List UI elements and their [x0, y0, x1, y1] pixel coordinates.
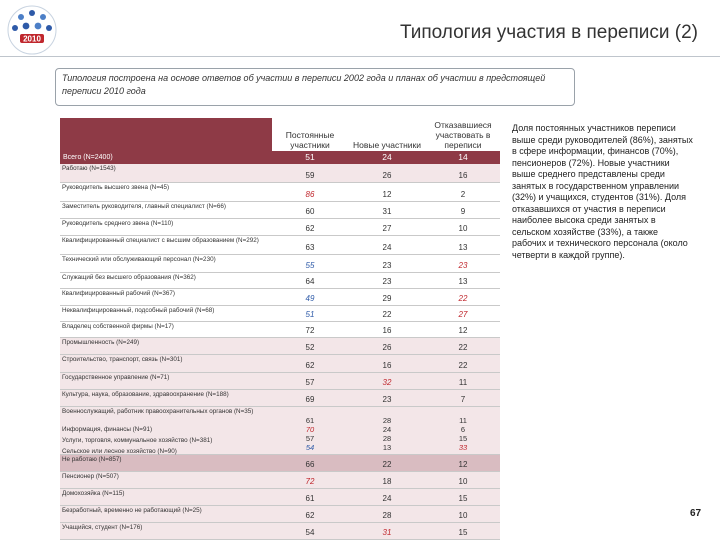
- row-label: Владелец собственной фирмы (N=17): [62, 323, 174, 330]
- table-row: [60, 338, 500, 355]
- row-value: 70: [305, 425, 315, 434]
- stacked-rows: [60, 407, 500, 455]
- row-value: 57: [305, 378, 315, 387]
- table-row: [60, 472, 500, 489]
- table-row: [60, 255, 500, 273]
- row-value: 54: [305, 528, 315, 537]
- row-value: 62: [305, 361, 315, 370]
- total-header-cell: [60, 118, 272, 164]
- stacked-column: [426, 416, 500, 452]
- row-value: 23: [382, 277, 392, 286]
- table-row: [60, 322, 500, 338]
- page-number: 67: [690, 508, 702, 519]
- table-row: [60, 390, 500, 407]
- row-value: 26: [382, 343, 392, 352]
- row-label: Работаю (N=1543): [62, 165, 116, 172]
- row-value: 62: [305, 224, 315, 233]
- logo-year: 2010: [23, 34, 41, 44]
- row-label: Квалифицированный рабочий (N=367): [62, 290, 175, 297]
- table-row: [60, 306, 500, 322]
- row-label: Культура, наука, образование, здравоохранение (N=188): [62, 391, 229, 398]
- row-value: 22: [382, 310, 392, 319]
- table-row: [60, 489, 500, 506]
- row-value: 22: [458, 294, 468, 303]
- column-header-refused: [426, 118, 500, 164]
- row-label: Технический или обслуживающий персонал (N=230): [62, 256, 216, 263]
- row-value: 10: [458, 477, 468, 486]
- row-value: 13: [458, 277, 468, 286]
- table-row: [60, 455, 500, 472]
- row-label: Военнослужащий, работник правоохранительных органов (N=35): [62, 408, 254, 415]
- table-row: [60, 236, 500, 255]
- row-value: 59: [305, 171, 315, 180]
- table-row: [60, 523, 500, 540]
- row-value: 27: [382, 224, 392, 233]
- page-title: Типология участия в переписи (2): [399, 22, 698, 43]
- column-total: 24: [348, 151, 426, 164]
- side-commentary: Доля постоянных участников переписи выше среди руководителей (86%), занятых в сфере информации, финансов (70%), пенсионеров (72%). Новые участники выше среднего представлены среди занятых в государственном управлении (32%) и учащихся, студентов (31%). Доля отказавшихся от участия в переписи наиболее высока среди занятых в сельском хозяйстве (33%), а также рабочих и технического персонала (около четверти в каждой группе).: [512, 123, 693, 260]
- table-row: [60, 355, 500, 373]
- row-value: 2: [460, 190, 466, 199]
- row-value: 55: [305, 261, 315, 270]
- row-value: 72: [305, 326, 315, 335]
- row-value: 12: [458, 460, 468, 469]
- row-value: 24: [382, 425, 392, 434]
- row-value: 15: [458, 528, 468, 537]
- row-value: 28: [382, 416, 392, 425]
- row-value: 11: [459, 416, 467, 425]
- row-value: 13: [382, 443, 392, 452]
- table-body: [60, 164, 500, 540]
- row-value: 32: [382, 378, 392, 387]
- row-label: Заместитель руководителя, главный специалист (N=66): [62, 203, 226, 210]
- subtitle-box: Типология построена на основе ответов об участии в переписи 2002 года и планах об участии в предстоящей переписи 2010 года: [55, 68, 575, 106]
- row-value: 29: [382, 294, 392, 303]
- row-label: Безработный, временно не работающий (N=25): [62, 507, 202, 514]
- table-row: [60, 289, 500, 306]
- total-label: Всего (N=2400): [63, 154, 113, 161]
- row-label: Промышленность (N=249): [62, 339, 140, 346]
- row-label: Строительство, транспорт, связь (N=301): [62, 356, 183, 363]
- row-value: 27: [458, 310, 468, 319]
- row-label: Сельское или лесное хозяйство (N=90): [62, 448, 177, 455]
- row-label: Не работаю (N=857): [62, 456, 122, 463]
- row-value: 23: [382, 395, 392, 404]
- row-value: 6: [460, 425, 466, 434]
- row-value: 12: [382, 190, 392, 199]
- row-value: 54: [305, 443, 315, 452]
- row-label: Услуги, торговля, коммунальное хозяйство (N=381): [62, 437, 213, 444]
- row-value: 13: [458, 243, 468, 252]
- table-row: [60, 202, 500, 219]
- row-label: Руководитель высшего звена (N=45): [62, 184, 170, 191]
- table-row: [60, 373, 500, 390]
- row-value: 62: [305, 511, 315, 520]
- row-label: Государственное управление (N=71): [62, 374, 170, 381]
- column-label: Отказавшиеся участвовать в переписи: [434, 120, 492, 150]
- column-header-permanent: [272, 118, 348, 164]
- row-value: 22: [458, 361, 468, 370]
- column-total: 51: [272, 151, 348, 164]
- row-value: 33: [458, 443, 468, 452]
- row-label: Информация, финансы (N=91): [62, 426, 153, 433]
- row-label: Учащийся, студент (N=176): [62, 524, 143, 531]
- row-value: 15: [458, 434, 468, 443]
- table-row: [60, 506, 500, 523]
- row-value: 52: [305, 343, 315, 352]
- column-label: Постоянные участники: [285, 130, 335, 150]
- row-value: 26: [382, 171, 392, 180]
- column-header-new: [348, 118, 426, 164]
- row-value: 28: [382, 434, 392, 443]
- row-label: Квалифицированный специалист с высшим образованием (N=292): [62, 237, 259, 244]
- table-row: [60, 183, 500, 202]
- row-value: 63: [305, 243, 315, 252]
- table-row: [60, 164, 500, 183]
- row-value: 86: [305, 190, 315, 199]
- column-total: 14: [426, 151, 500, 164]
- title-divider: [0, 56, 720, 57]
- row-label: Неквалифицированный, подсобный рабочий (N=68): [62, 307, 215, 314]
- table-row: [60, 219, 500, 236]
- typology-table: [60, 118, 500, 540]
- row-value: 18: [382, 477, 392, 486]
- row-value: 31: [382, 207, 392, 216]
- row-value: 15: [458, 494, 468, 503]
- row-label: Пенсионер (N=507): [62, 473, 119, 480]
- row-value: 61: [305, 416, 315, 425]
- row-value: 28: [382, 511, 392, 520]
- row-value: 23: [382, 261, 392, 270]
- row-value: 31: [382, 528, 392, 537]
- row-value: 16: [458, 171, 468, 180]
- row-value: 51: [305, 310, 315, 319]
- row-value: 24: [382, 243, 392, 252]
- row-value: 12: [458, 326, 468, 335]
- row-value: 72: [305, 477, 315, 486]
- row-value: 22: [458, 343, 468, 352]
- table-row: [60, 273, 500, 289]
- row-value: 7: [460, 395, 466, 404]
- row-label: Руководитель среднего звена (N=110): [62, 220, 174, 227]
- row-value: 10: [458, 224, 468, 233]
- row-value: 24: [382, 494, 392, 503]
- row-label: Служащий без высшего образования (N=362): [62, 274, 196, 281]
- row-value: 64: [305, 277, 315, 286]
- row-value: 66: [305, 460, 315, 469]
- row-value: 69: [305, 395, 315, 404]
- row-value: 16: [382, 361, 392, 370]
- row-value: 16: [382, 326, 392, 335]
- stacked-column: [348, 416, 426, 452]
- table-header: [60, 118, 500, 164]
- row-value: 49: [305, 294, 315, 303]
- stacked-column: [272, 416, 348, 452]
- row-value: 57: [305, 434, 315, 443]
- column-label: Новые участники: [352, 140, 422, 150]
- row-value: 60: [305, 207, 315, 216]
- row-value: 23: [458, 261, 468, 270]
- row-value: 10: [458, 511, 468, 520]
- row-label: Домохозяйка (N=115): [62, 490, 125, 497]
- row-value: 9: [460, 207, 466, 216]
- row-value: 11: [458, 378, 468, 387]
- row-value: 61: [305, 494, 315, 503]
- census-logo: [6, 4, 58, 56]
- row-value: 22: [382, 460, 392, 469]
